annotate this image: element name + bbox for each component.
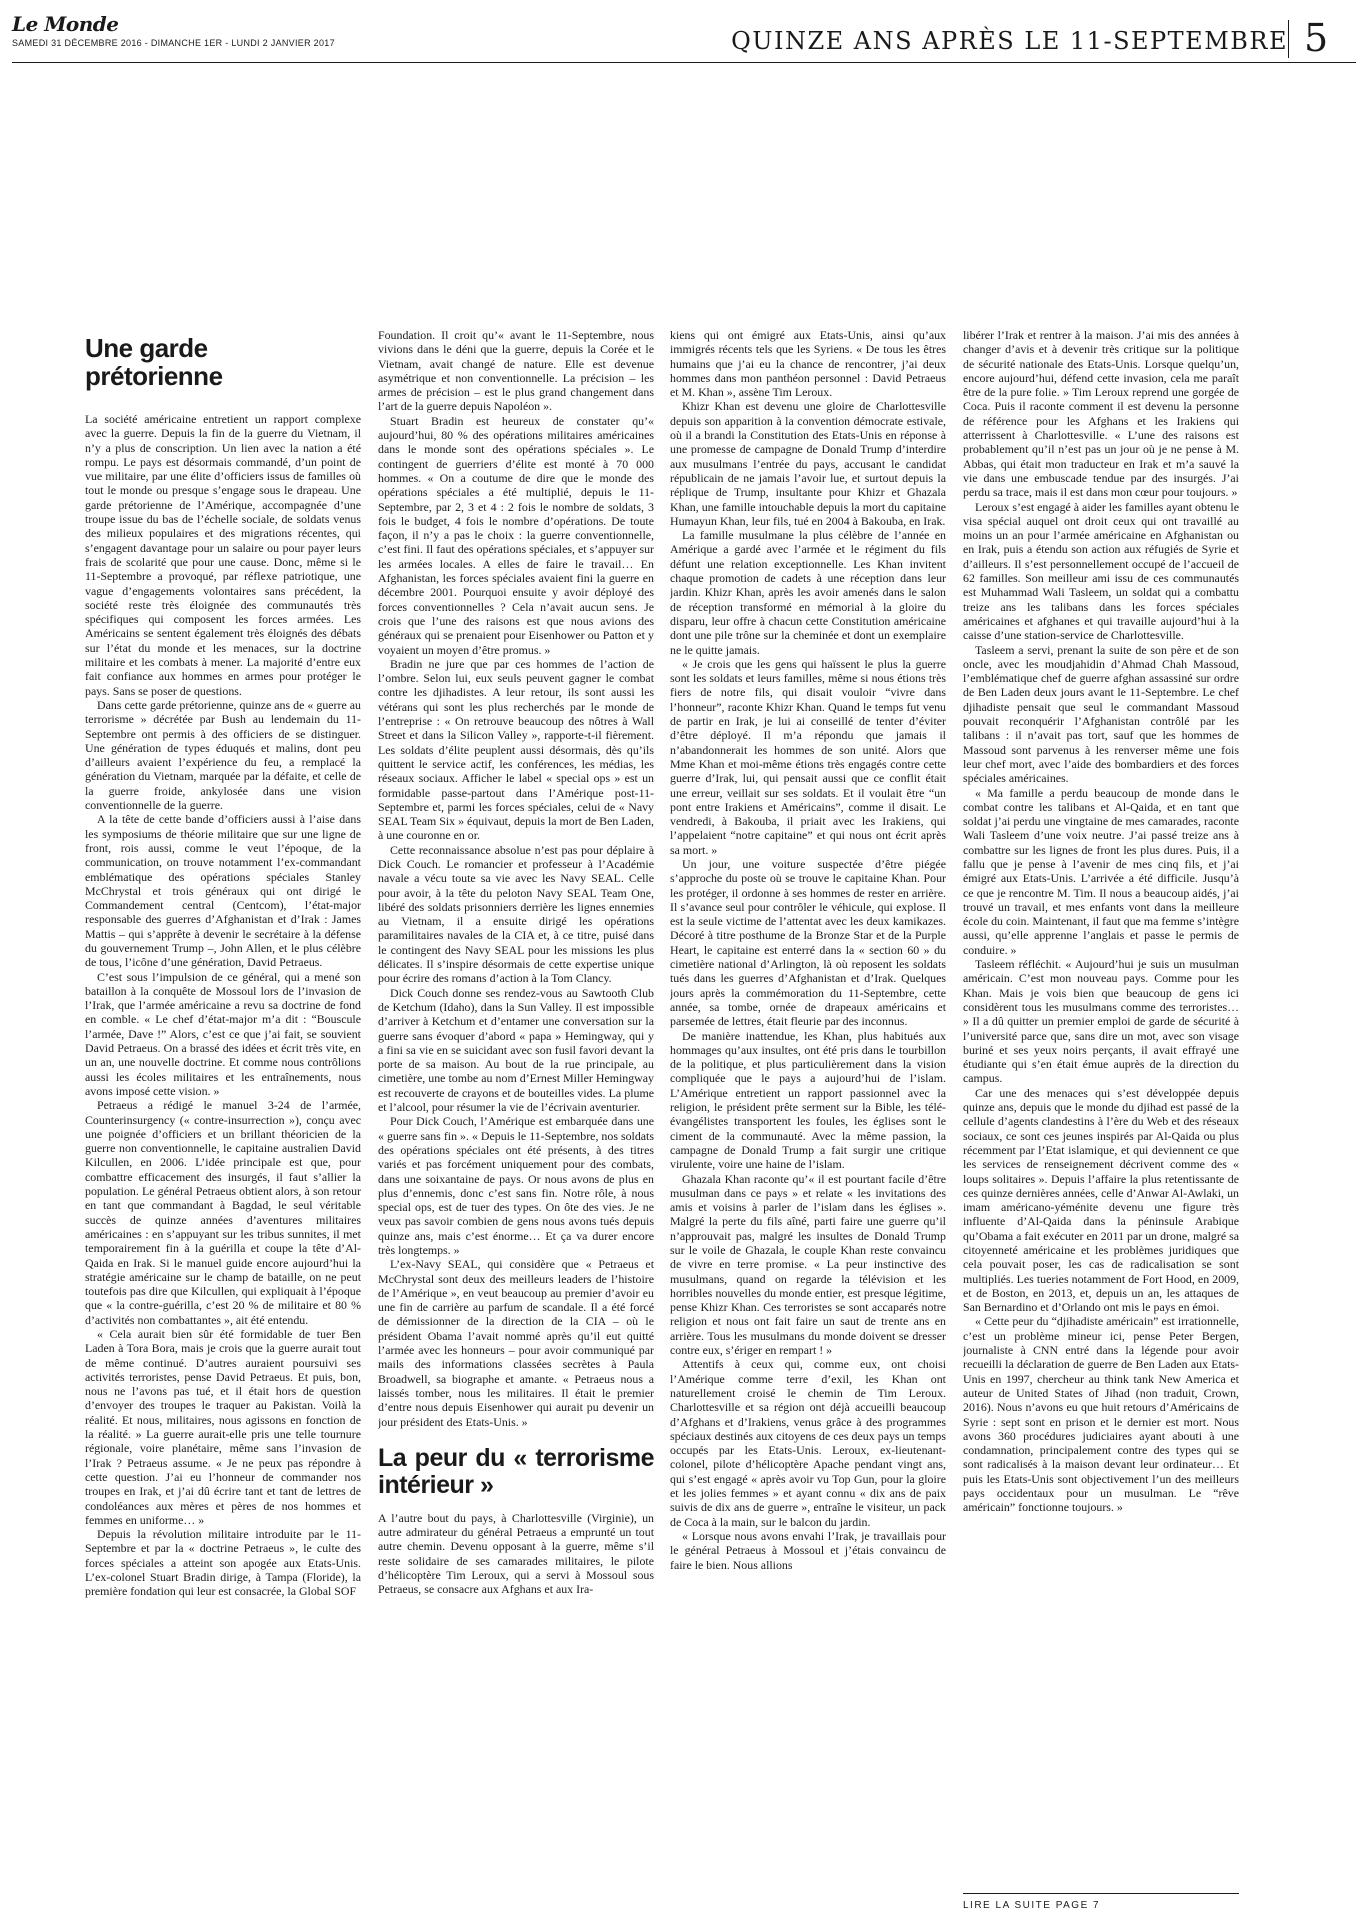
article-heading: Une garde prétorienne — [85, 333, 223, 391]
masthead — [12, 12, 335, 48]
footer-rule — [963, 1893, 1239, 1894]
paragraph: Pour Dick Couch, l’Amérique est embarquée dans une « guerre sans fin ». « Depuis le 11-Septembre, nos soldats des opérations spéciales ont été présents, à des titres variés et pas forcément uniquement pour des combats, dans une soixantaine de pays. Or nous avons de plus en plus d’ennemis, donc c’est sans fin. Notre rôle, à nous special ops, est de tuer des types. On ôte des vies. Je ne veux pas savoir combien de gens nous avons tués depuis quinze ans, mais c’est énorme… Et ça va durer encore très longtemps. » — [378, 1114, 654, 1257]
paragraph: Stuart Bradin est heureux de constater qu’« aujourd’hui, 80 % des opérations militaires américaines dans le monde sont des opérations spéciales ». Le contingent de guerriers d’élite est monté à 70 000 hommes. « On a coutume de dire que le monde des opérations spéciales a été multiplié, depuis le 11-Septembre, par 2, 3 et 4 : 2 fois le nombre de soldats, 3 fois le budget, 4 fois le nombre d’opérations. De toute façon, il n’y a pas le choix : la guerre conventionnelle, c’est fini. Il faut des opérations spéciales, et s’appuyer sur les armées locales. A elles de faire le travail… En Afghanistan, les forces spéciales avaient fini la guerre en décembre 2001. Pourquoi ensuite y avoir déployé des forces conventionnelles ? Cela n’avait aucun sens. Je crois que l’une des raisons est que nous avions des généraux qui se prenaient pour Eisenhower ou Patton et y voyaient un moyen d’être promus. » — [378, 413, 654, 657]
paragraph: Depuis la révolution militaire introduite par le 11-Septembre et par la « doctrine Petraeus », le culte des forces spéciales a atteint son apogée aux Etats-Unis. L’ex-colonel Stuart Bradin dirige, à Tampa (Floride), la première fondation qui leur est consacrée, la Global SOF — [85, 1527, 361, 1599]
paragraph: Bradin ne jure que par ces hommes de l’action de l’ombre. Selon lui, eux seuls peuvent gagner le combat contre les djihadistes. A leur retour, ils sont aussi les vétérans qui sont les plus recherchés par le monde de l’entreprise : « On retrouve beaucoup des nôtres à Wall Street et dans la Silicon Valley », rapporte-t-il fièrement. Les soldats d’élite peuplent aussi désormais, dès qu’ils quittent le service actif, les conférences, les médias, les réseaux sociaux. Afficher le label « special ops » est un formidable passe-partout dans l’Amérique post-11-Septembre et, parmi les forces spéciales, celui de « Navy SEAL Team Six » équivaut, depuis la mort de Ben Laden, à une couronne en or. — [378, 656, 654, 843]
paragraph: Ghazala Khan raconte qu’« il est pourtant facile d’être musulman dans ce pays » et relate « les invitations des amis et voisins à parler de l’islam dans les églises ». Malgré la perte du fils aîné, parti faire une guerre qu’il n’approuvait pas, malgré les insultes de Donald Trump sur le voile de Ghazala, le couple Khan reste convaincu de vivre en terre promise. « La peur instinctive des musulmans, quand on regarde la télévision et les horribles nouvelles du monde entier, est presque légitime, pense Khizr Khan. Ces terroristes se sont accaparés notre religion et nous ont fait faire un saut de trente ans en arrière. Tous les musulmans du monde doivent se dresser contre eux, s’ériger en rempart ! » — [670, 1171, 946, 1358]
paragraph: « Cette peur du “djihadiste américain” est irrationnelle, c’est un problème mineur ici, pense Peter Bergen, journaliste à CNN entré dans la légende pour avoir recueilli la déclaration de guerre de Ben Laden aux Etats-Unis en 1997, chercheur au think tank New America et auteur de United States of Jihad (non traduit, Crown, 2016). Nous n’avons eu que huit retours d’Américains de Syrie : sept sont en prison et le dernier est mort. Nous avons 360 procédures judiciaires ayant abouti à une condamnation, principalement contre des types qui se sont radicalisés à la maison devant leur ordinateur… Et puis les Etats-Unis sont objectivement l’un des meilleurs pays occidentaux pour un musulman. Le “rêve américain” fonctionne toujours. » — [963, 1314, 1239, 1515]
paragraph: De manière inattendue, les Khan, plus habitués aux hommages qu’aux insultes, ont été pris dans le tourbillon de la politique, et plus particulièrement dans la vision compliquée que le pays a aujourd’hui de l’islam. L’Amérique entretient un rapport passionnel avec la religion, le président prête serment sur la Bible, les télé-évangélistes transportent les foules, les églises sont le ciment de la communauté. Avec la même passion, la campagne de Donald Trump a fait surgir une critique virulente, voire une haine de l’islam. — [670, 1028, 946, 1172]
paragraph: Dick Couch donne ses rendez-vous au Sawtooth Club de Ketchum (Idaho), dans la Sun Valley. Il est impossible d’arriver à Ketchum et d’entamer une conversation sur la guerre sans évoquer d’abord « papa » Hemingway, qui y a fini sa vie en se suicidant avec son fusil favori devant la porte de sa maison. Au bout de la rue principale, au cimetière, une tombe au nom d’Ernest Miller Hemingway est recouverte de crayons et de bouteilles vides. La plume et l’alcool, pour résumer la vie de l’écrivain aventurier. — [378, 985, 654, 1115]
paragraph: libérer l’Irak et rentrer à la maison. J’ai mis des années à changer d’avis et à devenir très critique sur la politique de sécurité nationale des Etats-Unis. Lorsque quelqu’un, encore aujourd’hui, défend cette invasion, cela me paraît être de la pure folie. » Tim Leroux reprend une gorgée de Coca. Puis il raconte comment il est devenu la personne de référence pour les Afghans et les Irakiens qui atterrissent à Charlottesville. « L’une des raisons est probablement qu’il n’est pas un jour où je ne pense à M. Abbas, qui était mon traducteur en Irak et m’a sauvé la vie dans une embuscade tendue par des insurgés. J’ai perdu sa trace, mais il est dans mon cœur pour toujours. » — [963, 328, 1239, 500]
article-column-1 — [85, 412, 361, 1896]
paragraph: La société américaine entretient un rapport complexe avec la guerre. Depuis la fin de la guerre du Vietnam, il n’y a plus de conscription. Un lien avec la nation a été rompu. Le pays est désormais commandé, d’un point de vue militaire, par une élite d’officiers issus de familles où tout le monde ou presque s’engage sous le drapeau. Une garde prétorienne de l’Amérique, accompagnée d’une troupe issue du bas de l’échelle sociale, de soldats venus des milieux populaires et des migrations récentes, qui s’engagent davantage pour un salaire ou pour payer leurs frais de scolarité que pour une cause. Donc, même si le 11-Septembre a provoqué, par réflexe patriotique, une vague d’engagements volontaires sans précédent, la société reste très éloignée des communautés très spécifiques qui composent les forces armées. Les Américains se sentent également très éloignés des débats sur l’état du monde et les menaces, sur la doctrine militaire et les combats à mener. La majorité d’entre eux fait confiance aux hommes en armes pour protéger le pays. Sans se poser de questions. — [85, 412, 361, 698]
paragraph: Tasleem a servi, prenant la suite de son père et de son oncle, avec les moudjahidin d’Ahmad Chah Massoud, l’emblématique chef de guerre afghan assassiné sur ordre de Ben Laden deux jours avant le 11-Septembre. Le chef djihadiste pensait que seul le commandant Massoud pouvait reconquérir l’Afghanistan contrôlé par les talibans : il n’avait pas tort, sauf que les hommes de Massoud sont parvenus à les renverser même une fois leur chef mort, avec l’aide des bombardiers et des forces spéciales américaines. — [963, 642, 1239, 786]
article-column-3 — [670, 328, 946, 1896]
paragraph: « Ma famille a perdu beaucoup de monde dans le combat contre les talibans et Al-Qaida, et en tant que soldat j’ai perdu une vingtaine de mes camarades, raconte Wali Tasleem d’une voix neutre. J’ai passé treize ans à combattre sur les lignes de front les plus dures. Puis, il a fallu que je pense à l’avenir de mes cinq fils, et j’ai émigré aux Etats-Unis. L’arrivée a été difficile. Jusqu’à ce que je rencontre M. Tim. Il nous a beaucoup aidés, j’ai trouvé un travail, et mes enfants vont dans la meilleure école du coin. Maintenant, il faut que ma femme s’intègre aussi, qu’elle apprenne l’anglais et passe le permis de conduire. » — [963, 785, 1239, 957]
paragraph: A l’autre bout du pays, à Charlottesville (Virginie), un autre admirateur du général Petraeus a emprunté un tout autre chemin. Devenu opposant à la guerre, même s’il reste solidaire de ses camarades militaires, le pilote d’hélicoptère Tim Leroux, qui a servi à Mossoul sous Petraeus, se consacre aux Afghans et aux Ira- — [378, 1510, 654, 1597]
section-subheading: La peur du « terrorisme intérieur » — [378, 1443, 654, 1499]
issue-date: SAMEDI 31 DÉCEMBRE 2016 - DIMANCHE 1ER - LUNDI 2 JANVIER 2017 — [12, 38, 335, 48]
article-column-2 — [378, 328, 654, 1896]
section-rubric: QUINZE ANS APRÈS LE 11-SEPTEMBRE — [731, 27, 1288, 55]
paragraph: Cette reconnaissance absolue n’est pas pour déplaire à Dick Couch. Le romancier et professeur à l’Académie navale a vécu toute sa vie avec les Navy SEAL. Celle pour avoir, à la tête du peloton Navy SEAL Team One, libéré des soldats prisonniers derrière les lignes ennemies au Vietnam, il a ensuite dirigé les opérations paramilitaires navales de la CIA et, à ce titre, puisé dans le contingent des Navy SEAL pour les missions les plus délicates. Il s’inspire désormais de cette expertise unique pour écrire des romans d’action à la Tom Clancy. — [378, 842, 654, 986]
paragraph: A la tête de cette bande d’officiers aussi à l’aise dans les symposiums de théorie militaire que sur une ligne de front, rois aussi, comme le veut l’époque, de la communication, on trouve notamment l’ex-commandant emblématique des opérations spéciales Stanley McChrystal et trois généraux qui ont dirigé le Commandement central (Centcom), l’état-major responsable des guerres d’Afghanistan et d’Irak : James Mattis – qui s’apprête à devenir le secrétaire à la défense du gouvernement Trump –, John Allen, et le plus célèbre de tous, l’icône d’une génération, David Petraeus. — [85, 812, 361, 970]
paragraph: Attentifs à ceux qui, comme eux, ont choisi l’Amérique comme terre d’exil, les Khan ont naturellement croisé le chemin de Tim Leroux. Charlottesville et sa région ont déjà accueilli beaucoup d’Afghans et d’Irakiens, venus grâce à des programmes spéciaux destinés aux citoyens de ces deux pays un temps occupés par les Etats-Unis. Leroux, ex-lieutenant-colonel, pilote d’hélicoptère Apache pendant vingt ans, qui s’est engagé « après avoir vu Top Gun, pour la gloire et les jolies femmes » et ayant connu « dix ans de paix suivis de dix ans de guerre », entraîne le visiteur, un pack de Coca à la main, sur le balcon du jardin. — [670, 1357, 946, 1529]
paragraph: Tasleem réfléchit. « Aujourd’hui je suis un musulman américain. C’est mon nouveau pays. Comme pour les Khan. Mais je vois bien que beaucoup de gens ici considèrent tous les musulmans comme des terroristes… » Il a dû quitter un premier emploi de garde de sécurité à l’université parce que, sans dire un mot, avec son visage buriné et ses yeux noirs perçants, il avait effrayé une étudiante qui s’en était émue auprès de la direction du campus. — [963, 957, 1239, 1086]
newspaper-logo: Le Monde — [12, 12, 119, 36]
paragraph: « Je crois que les gens qui haïssent le plus la guerre sont les soldats et leurs familles, même si nous étions très fiers de notre fils, qui disait vouloir “vivre dans l’honneur”, raconte Khizr Khan. Quand le temps fut venu de partir en Irak, je lui ai conseillé de tenter d’éviter d’être déployé. Il m’a répondu que jamais il n’abandonnerait les hommes de son unité. Alors que Mme Khan et moi-même étions très engagés contre cette guerre d’Irak, lui, qui pensait aussi que ce conflit était une erreur, veillait sur ses soldats. Et il voulait être “un pont entre Irakiens et Américains”, comme il disait. Le vendredi, à Bakouba, il priait avec les Irakiens, qui l’appelaient “notre capitaine” et qui nous ont écrit après sa mort. » — [670, 656, 946, 857]
page-number: 5 — [1304, 16, 1329, 60]
paragraph: kiens qui ont émigré aux Etats-Unis, ainsi qu’aux immigrés récents tels que les Syriens. « De tous les êtres humains que j’ai eu la chance de rencontrer, j’ai deux hommes dans mon panthéon personnel : David Petraeus et M. Khan », assène Tim Leroux. — [670, 328, 946, 400]
paragraph: Un jour, une voiture suspectée d’être piégée s’approche du poste où se trouve le capitaine Khan. Pour les protéger, il ordonne à ses hommes de rester en arrière. Il s’avance seul pour contrôler le véhicule, qui explose. Il est la seule victime de l’attentat avec les deux kamikazes. Décoré à titre posthume de la Bronze Star et de la Purple Heart, le capitaine est enterré dans la « section 60 » du cimetière national d’Arlington, là où reposent les soldats tués dans les guerres d’Afghanistan et d’Irak. Quelques jours après la commémoration du 11-Septembre, cette année, sa tombe, ornée de drapeaux américains et parsemée de lettres, était fleurie par des inconnus. — [670, 856, 946, 1029]
continue-link[interactable]: LIRE LA SUITE PAGE 7 — [963, 1900, 1101, 1911]
paragraph: Khizr Khan est devenu une gloire de Charlottesville depuis son apparition à la convention démocrate estivale, où il a brandi la Constitution des Etats-Unis en réponse à une promesse de campagne de Donald Trump d’interdire aux musulmans l’entrée du pays, accusant le candidat républicain de ne jamais l’avoir lue, et surtout depuis la réplique de Trump, insultante pour Khizr et Ghazala Khan, une famille intouchable depuis la mort du capitaine Humayun Khan, leur fils, tué en 2004 à Bakouba, en Irak. — [670, 399, 946, 528]
paragraph: Dans cette garde prétorienne, quinze ans de « guerre au terrorisme » décrétée par Bush au lendemain du 11-Septembre ont permis à des officiers de se distinguer. Une génération de types éduqués et malins, dont peu d’ailleurs avaient l’expérience du feu, a remplacé la génération du Vietnam, marquée par la défaite, et celle de la guerre froide, ankylosée dans une vision conventionnelle de la guerre. — [85, 697, 361, 813]
paragraph: Foundation. Il croit qu’« avant le 11-Septembre, nous vivions dans le déni que la guerre, depuis la Corée et le Vietnam, avait changé de nature. Elle est devenue asymétrique et non conventionnelle. La précision – les armes de précision – est le plus grand changement dans l’art de la guerre depuis Napoléon ». — [378, 328, 654, 414]
paragraph: L’ex-Navy SEAL, qui considère que « Petraeus et McChrystal sont deux des meilleurs leaders de l’histoire de l’Amérique », en veut beaucoup au premier d’avoir eu une fin de carrière au parfum de scandale. Il a été forcé de démissionner de la direction de la CIA – où le président Obama l’avait nommé après qu’il eut quitté l’armée avec les honneurs – pour avoir communiqué par mails des informations classées secrètes à Paula Broadwell, sa biographe et amante. « Petraeus nous a laissés tomber, nous les militaires. Il était le premier d’entre nous depuis Eisenhower qui aurait pu devenir un jour président des Etats-Unis. » — [378, 1257, 654, 1429]
paragraph: « Lorsque nous avons envahi l’Irak, je travaillais pour le général Petraeus à Mossoul et j’étais convaincu de faire le bien. Nous allions — [670, 1528, 946, 1572]
page-number-divider — [1288, 20, 1289, 58]
paragraph: La famille musulmane la plus célèbre de l’année en Amérique a gardé avec l’armée et le régiment du fils défunt une relation exceptionnelle. Les Khan invitent chaque promotion de cadets à une réception dans leur jardin. Khizr Khan, après les avoir amenés dans le salon de réception transformé en mémorial à la gloire du disparu, leur offre à chacun cette Constitution américaine dont une pile trône sur la cheminée et dont un exemplaire ne le quitte jamais. — [670, 528, 946, 657]
paragraph: Leroux s’est engagé à aider les familles ayant obtenu le visa spécial auquel ont droit ceux qui ont travaillé au moins un an pour l’armée américaine en Afghanistan ou en Irak, puis a étendu son action aux réfugiés de Syrie et d’ailleurs. Il s’est personnellement occupé de l’accueil de 62 familles. Son meilleur ami issu de ces communautés est Muhammad Wali Tasleem, un soldat qui a combattu treize ans les talibans dans les forces spéciales américaines et afghanes et qui travaille aujourd’hui à la caisse d’une station-service de Charlottesville. — [963, 499, 1239, 643]
paragraph: Petraeus a rédigé le manuel 3-24 de l’armée, Counterinsurgency (« contre-insurrection »), conçu avec une poignée d’officiers et un brillant théoricien de la guerre non conventionnelle, le capitaine australien David Kilcullen, en 2006. L’idée principale est que, pour combattre efficacement des insurgés, il faut s’allier la population. Le général Petraeus obtient alors, à son retour en tant que commandant à Bagdad, le seul véritable succès de quinze années d’aventures militaires américaines : en s’appuyant sur les tribus sunnites, il met temporairement fin à la guérilla et coupe la tête d’Al-Qaida en Irak. Si le manuel guide encore aujourd’hui la stratégie américaine sur le champ de bataille, on ne peut toutefois pas dire que Kilcullen, qui expliquait à l’époque que « la contre-guérilla, c’est 20 % de militaire et 80 % d’activités non combattantes », ait été entendu. — [85, 1098, 361, 1327]
header-rule — [12, 62, 1356, 63]
paragraph: « Cela aurait bien sûr été formidable de tuer Ben Laden à Tora Bora, mais je crois que la guerre aurait tout de même continué. D’autres auraient poursuivi ses activités terroristes, pense David Petraeus. Et puis, bon, nous ne l’avons pas tué, et il était hors de question d’envoyer des troupes le traquer au Pakistan. Voilà la réalité. Et nous, militaires, nous agissons en fonction de la réalité. » La guerre aurait-elle pris une telle tournure régionale, voire planétaire, même sans l’invasion de l’Irak ? Petraeus assume. « Je ne peux pas répondre à cette question. J’ai eu l’honneur de commander nos troupes en Irak, et j’ai dû écrire tant et tant de lettres de condoléances aux mères et pères de nos hommes et femmes en uniforme… » — [85, 1327, 361, 1527]
paragraph: C’est sous l’impulsion de ce général, qui a mené son bataillon à la conquête de Mossoul lors de l’invasion de l’Irak, que l’armée américaine a revu sa doctrine de fond en comble. « Le chef d’état-major m’a dit : “Bouscule l’armée, Dave !” Alors, c’est ce que j’ai fait, se souvient David Petraeus. On a brassé des idées et écrit très vite, en un an, une nouvelle doctrine. Et comme nous contrôlions aussi les écoles militaires et les entraînements, nous avons imposé cette vision. » — [85, 969, 361, 1098]
article-column-4 — [963, 328, 1239, 1896]
paragraph: Car une des menaces qui s’est développée depuis quinze ans, depuis que le monde du djihad est passé de la cellule d’agents clandestins à l’ère du Web et des réseaux sociaux, ce sont ces jeunes inspirés par Al-Qaida ou plus récemment par l’Etat islamique, et qui deviennent ce que les services de renseignement décrivent comme des « loups solitaires ». Depuis l’affaire la plus retentissante de ces quinze dernières années, celle d’Anwar Al-Awlaki, un imam américano-yéménite devenu une figure très influente d’Al-Qaida dans la péninsule Arabique qu’Obama a fait exécuter en 2011 par un drone, malgré sa citoyenneté américaine et les problèmes juridiques que cela pouvait poser, les cas de radicalisation se sont multipliés. Les tueries notamment de Fort Hood, en 2009, et de Boston, en 2013, et, depuis un an, les attaques de San Bernardino et d’Orlando ont mis le pays en émoi. — [963, 1085, 1239, 1315]
